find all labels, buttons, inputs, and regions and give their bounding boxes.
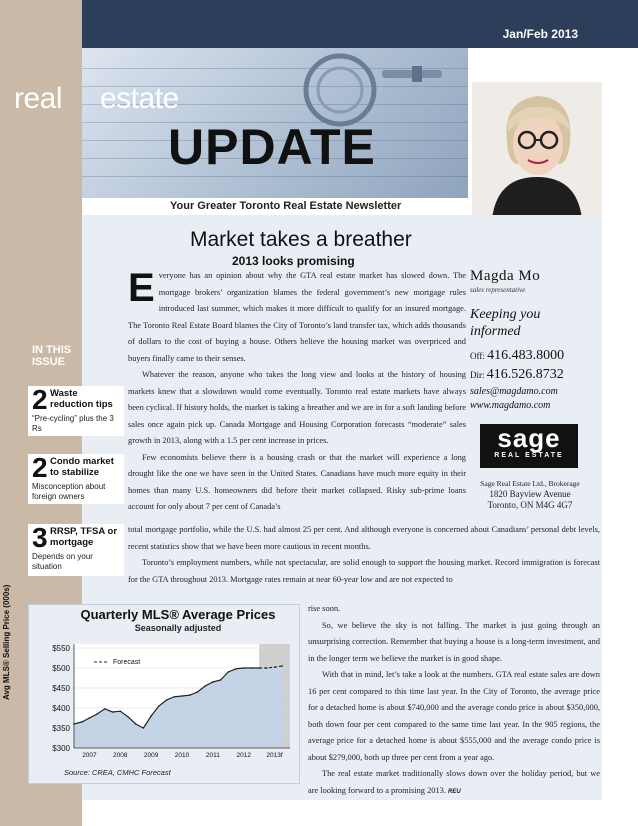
paragraph-3: Few economists believe there is a housing crash or that the market will experience a long drought like the one we have seen in the United States. Canadians have much more equity in their homes than many U.S. homeowners did before their market collapsed. Risky sub-prime loans account for only about 7 per cent of Canada’s	[128, 452, 466, 511]
tagline-line-2: informed	[470, 324, 521, 339]
issue-item-condo[interactable]	[28, 454, 124, 504]
agent-card	[470, 268, 600, 411]
x-tick-label: 2008	[113, 752, 128, 759]
end-mark: REU	[448, 788, 461, 795]
data-point	[220, 679, 222, 681]
x-tick-label: 2013f	[266, 752, 283, 759]
agent-website[interactable]: www.magdamo.com	[470, 400, 551, 411]
paragraph-2: Whatever the reason, anyone who takes the long view and looks at the history of housing markets knew that a slowdown would come eventually. Toronto real estate markets have always been cyclical. If history holds, the market is taking a breather and we are in for a soft landing before sales once again pick up. Canada Mortgage and Housing Corporation forecasts “moderate” sales growth in 2013, along with a 1.5 per cent increase in prices.	[128, 370, 466, 445]
paragraph-3-cont: total mortgage portfolio, while the U.S. had almost 25 per cent. And although everyone is concerned about Canadians’ personal debt levels, recent statistics show that we have been more cautious in recent months.	[128, 525, 600, 551]
chart-subtitle: Seasonally adjusted	[134, 623, 222, 633]
issue-title: Condo market to stabilize	[50, 456, 114, 478]
x-tick-label: 2007	[82, 752, 97, 759]
data-point	[227, 671, 229, 673]
brokerage-info	[470, 478, 590, 511]
sage-logo	[480, 424, 578, 468]
data-point	[235, 668, 237, 670]
y-tick-label: $400	[52, 704, 70, 713]
chart-source: Source: CREA, CMHC Forecast	[64, 768, 171, 777]
x-tick-label: 2012	[236, 752, 251, 759]
in-this-label-1: IN THIS	[32, 344, 72, 356]
data-point	[258, 667, 260, 669]
logo-subtext: REAL ESTATE	[494, 452, 564, 459]
price-chart	[28, 636, 298, 768]
data-point	[166, 699, 168, 701]
data-point	[281, 665, 283, 667]
logo-word: sage	[497, 423, 561, 453]
paragraph-1: veryone has an opinion about why the GTA real estate market has slowed down. The mortgage brokers’ organization blames the federal government’s new mortgage rules introduced last summer, which makes it more difficult to qualify for an insured mortgage. The Toronto Real Estate Board blames the City of Toronto’s land transfer tax, which adds thousands of dollars to the cost of buying a house. Others believe the housing market was overpriced and buyers finally came to their senses.	[128, 271, 466, 363]
data-point	[158, 705, 160, 707]
office-phone[interactable]: 416.483.8000	[487, 348, 565, 363]
data-point	[181, 695, 183, 697]
issue-description: “Pre-cycling” plus the 3 Rs	[32, 414, 114, 433]
data-point	[112, 711, 114, 713]
data-point	[143, 727, 145, 729]
legend-label: Forecast	[113, 659, 141, 666]
tagline-line-1: Keeping you	[470, 307, 541, 322]
article-body-top	[128, 268, 466, 516]
brokerage-address-1: 1820 Bayview Avenue	[489, 489, 571, 499]
masthead-title: UPDATE	[168, 119, 376, 175]
headline: Market takes a breather	[190, 228, 412, 251]
y-tick-label: $500	[52, 664, 70, 673]
agent-name: Magda Mo	[470, 268, 541, 284]
issue-number: 3	[32, 522, 48, 553]
dropcap: E	[128, 266, 155, 310]
y-tick-label: $550	[52, 644, 70, 653]
data-point	[127, 716, 129, 718]
direct-phone-row	[470, 367, 600, 383]
paragraph-5: So, we believe the sky is not falling. The market is just going through an unsurprising correction. Remember that buying a house is a long-term investment, and in the longer term we believe the market is in good shape.	[308, 620, 600, 663]
data-point	[266, 667, 268, 669]
issue-description: Depends on your situation	[32, 552, 93, 571]
data-point	[96, 713, 98, 715]
brand-real: real	[14, 82, 63, 115]
agent-email[interactable]: sales@magdamo.com	[470, 386, 558, 397]
x-tick-label: 2009	[143, 752, 159, 759]
y-tick-label: $450	[52, 684, 70, 693]
x-tick-label: 2011	[205, 752, 220, 759]
paragraph-6: With that in mind, let’s take a look at the numbers. GTA real estate sales are down 16 per cent compared to this time last year. In the City of Toronto, the average price for a detached home is about $740,000 and the average condo price is about $350,000, both down four per cent compared to the same time last year. In the 905 regions, the average price for a detached home is about $555,000 and the average condo price is about $279,000, both up three per cent from a year ago.	[308, 670, 600, 762]
data-point	[173, 696, 175, 698]
x-tick-label: 2010	[174, 752, 190, 759]
brokerage-address-2: Toronto, ON M4G 4G7	[487, 500, 573, 510]
article-body-wide	[128, 522, 600, 588]
office-phone-row	[470, 348, 600, 364]
issue-description: Misconception about foreign owners	[32, 482, 106, 501]
issue-title: Waste reduction tips	[50, 388, 113, 410]
data-point	[197, 691, 199, 693]
paragraph-7: The real estate market traditionally slows down over the holiday period, but we are looking forward to a promising 2013. REU	[308, 769, 600, 795]
data-point	[251, 667, 253, 669]
data-point	[104, 708, 106, 710]
paragraph-4-cont: rise soon.	[308, 604, 341, 613]
brokerage-name: Sage Real Estate Ltd., Brokerage	[480, 479, 580, 488]
chart-title: Quarterly MLS® Average Prices	[80, 607, 276, 622]
data-point	[81, 721, 83, 723]
data-point	[119, 710, 121, 712]
issue-item-rrsp[interactable]	[28, 524, 124, 576]
agent-photo	[468, 78, 606, 223]
brand-estate: estate	[100, 82, 179, 115]
data-point	[150, 715, 152, 717]
office-label: Off:	[470, 351, 485, 361]
data-point	[274, 666, 276, 668]
issue-title: RRSP, TFSA or mortgage	[50, 526, 118, 548]
headline-subtitle: 2013 looks promising	[232, 254, 355, 268]
in-this-label-2: ISSUE	[32, 356, 66, 368]
paragraph-4: Toronto’s employment numbers, while not spectacular, are solid enough to support the housing market. Record immigration is forecast for the GTA throughout 2013. Mortgage rates remain at near 60-year low and are not expected to	[128, 558, 600, 584]
y-tick-label: $350	[52, 724, 70, 733]
y-tick-label: $300	[52, 744, 70, 753]
direct-phone[interactable]: 416.526.8732	[486, 367, 564, 382]
chart-y-axis-label: Avg MLS® Selling Price (000s)	[2, 584, 11, 700]
masthead-subtitle: Your Greater Toronto Real Estate Newsletter	[170, 200, 402, 212]
article-body-right	[308, 601, 600, 799]
data-point	[204, 685, 206, 687]
data-point	[189, 694, 191, 696]
issue-item-waste[interactable]	[28, 386, 124, 436]
agent-tagline	[470, 306, 600, 340]
agent-role: sales representative	[470, 286, 526, 294]
issue-number: 2	[32, 384, 48, 415]
issue-date: Jan/Feb 2013	[502, 27, 578, 41]
data-point	[212, 681, 214, 683]
in-this-issue-label	[32, 344, 71, 368]
data-point	[243, 667, 245, 669]
data-point	[135, 723, 137, 725]
issue-number: 2	[32, 452, 48, 483]
data-point	[89, 717, 91, 719]
direct-label: Dir:	[470, 370, 485, 380]
